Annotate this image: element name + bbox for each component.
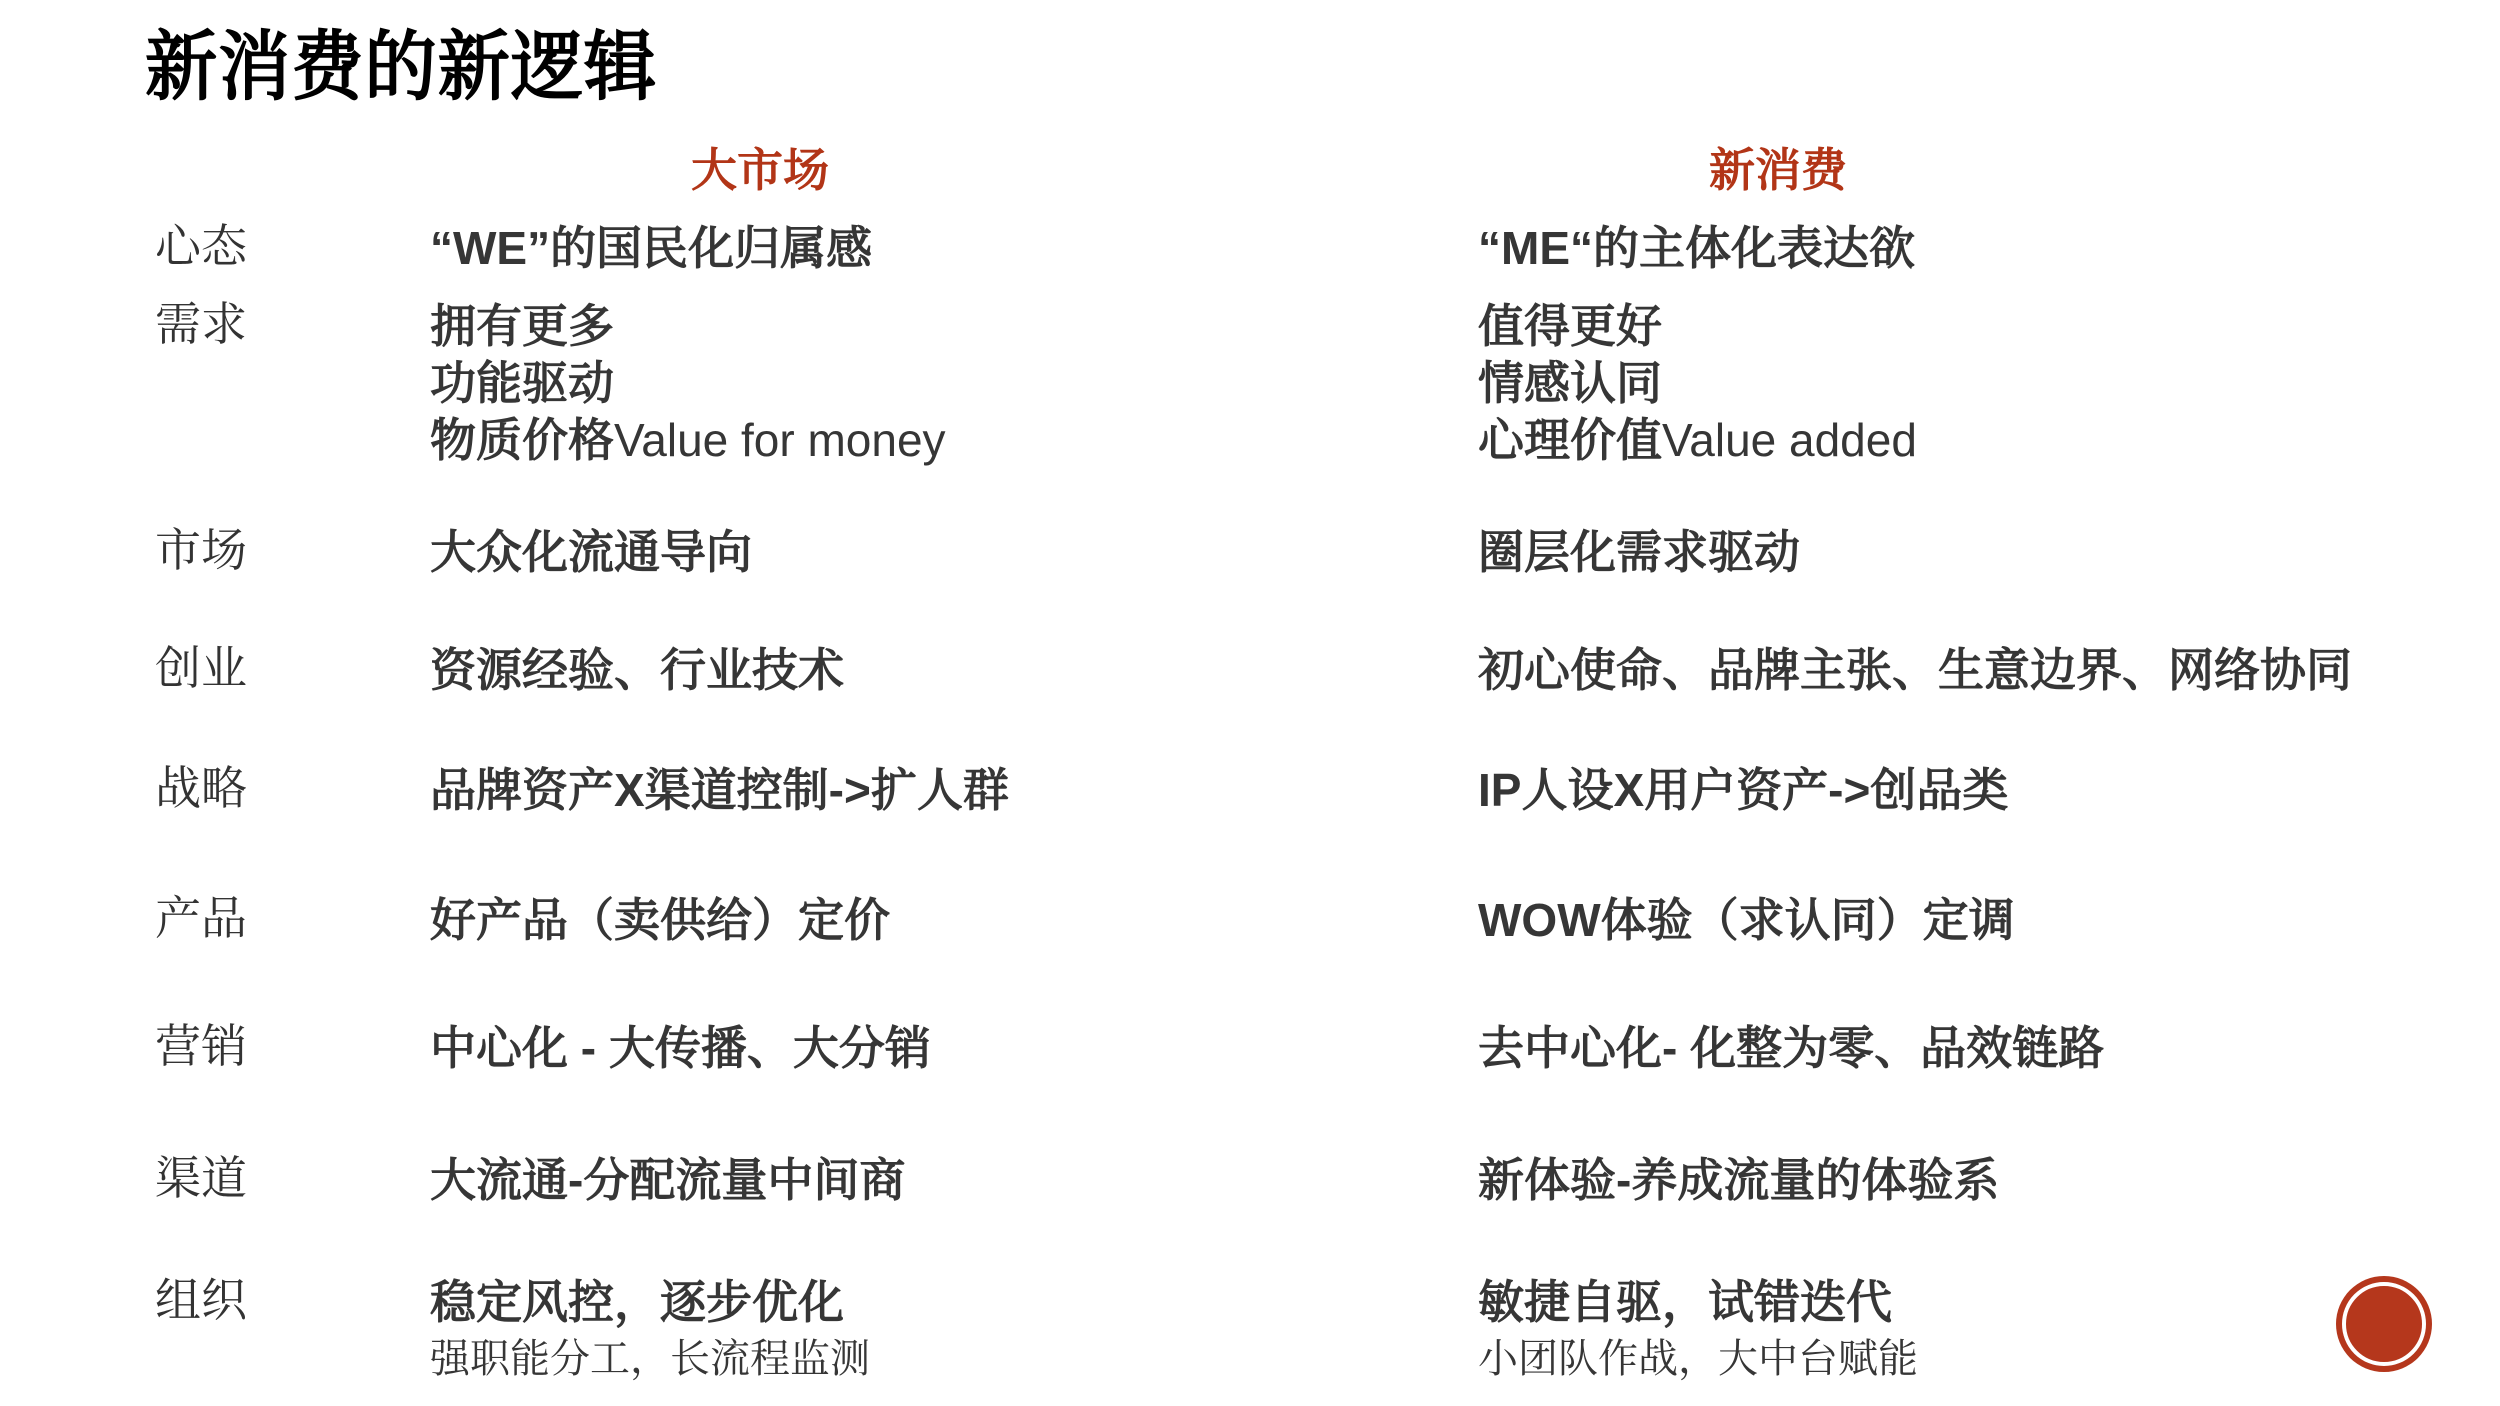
new-consumption-cell xyxy=(1478,220,2493,277)
row-label: 组织 xyxy=(155,1274,247,1326)
text-segment: 心理价值 xyxy=(1478,414,1662,466)
big-market-cell xyxy=(430,642,1445,699)
new-consumption-cell xyxy=(1478,892,2493,949)
column-header-new-consumption: 新消费 xyxy=(1709,144,1847,196)
cell-line xyxy=(430,642,1445,699)
new-consumption-cell xyxy=(1478,298,2493,469)
text-segment: Value added xyxy=(1662,414,1917,466)
text-segment: 去中心化- 化整为零、品效链路 xyxy=(1478,1022,2105,1074)
cell-line xyxy=(1478,642,2493,699)
text-segment: 小团队作战，大中台赋能 xyxy=(1478,1337,1918,1381)
big-market-cell xyxy=(430,1020,1445,1077)
red-stamp-logo xyxy=(2336,1276,2432,1372)
text-segment: Value for money xyxy=(614,414,946,466)
row-label: 需求 xyxy=(155,298,247,350)
cell-line xyxy=(1478,892,2493,949)
text-segment: 功能驱动 xyxy=(430,357,614,409)
text-segment: 新体验-养成流量的体验系 xyxy=(1478,1154,2000,1206)
cell-line xyxy=(430,1020,1445,1077)
text-segment: 值得更好 xyxy=(1478,300,1662,352)
cell-line xyxy=(1478,220,2493,277)
big-market-cell xyxy=(430,524,1445,581)
row-label: 营销 xyxy=(155,1020,247,1072)
row-label: 战略 xyxy=(155,762,247,814)
new-consumption-cell xyxy=(1478,762,2493,819)
cell-line xyxy=(430,220,1445,277)
text-segment: 好产品（卖供给）定价 xyxy=(430,894,890,946)
text-segment: 大流通-分配流量中间商 xyxy=(430,1154,906,1206)
cell-line xyxy=(430,524,1445,581)
row-label: 渠道 xyxy=(155,1152,247,1204)
new-consumption-cell xyxy=(1478,1020,2493,1077)
slide-title: 新消费的新逻辑 xyxy=(145,25,658,110)
text-segment: IP人设X用户资产->创品类 xyxy=(1478,764,2009,816)
big-market-cell xyxy=(430,892,1445,949)
cell-line xyxy=(430,762,1445,819)
big-market-cell xyxy=(430,298,1445,469)
text-segment: 圈层化需求驱动 xyxy=(1478,526,1800,578)
text-segment: WOW体验（求认同）定调 xyxy=(1478,894,2015,946)
cell-line xyxy=(1478,524,2493,581)
text-segment: 资源经验、行业技术 xyxy=(430,644,844,696)
big-market-cell xyxy=(430,1152,1445,1209)
text-segment: “ME“的主体化表达欲 xyxy=(1478,222,1915,274)
cell-line xyxy=(430,412,1445,469)
text-segment: 拥有更多 xyxy=(430,300,614,352)
text-segment: 初心使命、品牌主张、生意边界、网络协同 xyxy=(1478,644,2352,696)
cell-line xyxy=(1478,412,2493,469)
text-segment: 敏捷自驱，试错迭代 xyxy=(1478,1276,1892,1328)
cell-line xyxy=(1478,1152,2493,1209)
text-segment: 大众化流通导向 xyxy=(430,526,752,578)
new-consumption-cell xyxy=(1478,642,2493,699)
cell-line xyxy=(1478,298,2493,355)
row-label: 市场 xyxy=(155,524,247,576)
text-segment: 情感认同 xyxy=(1478,357,1662,409)
text-segment: 强职能分工，长流程监测 xyxy=(430,1337,870,1381)
cell-line xyxy=(1478,1020,2493,1077)
column-header-big-market: 大市场 xyxy=(691,144,829,196)
text-segment: 中心化 - 大传播、大分销 xyxy=(430,1022,931,1074)
cell-line xyxy=(430,355,1445,412)
big-market-cell xyxy=(430,1274,1445,1388)
cell-line xyxy=(430,1274,1445,1331)
new-consumption-cell xyxy=(1478,1152,2493,1209)
row-label: 创业 xyxy=(155,642,247,694)
text-segment: 品牌资产X渠道控制->扩人群 xyxy=(430,764,1009,816)
cell-line xyxy=(430,892,1445,949)
cell-line xyxy=(430,1331,1445,1388)
cell-line xyxy=(1478,762,2493,819)
new-consumption-cell xyxy=(1478,524,2493,581)
row-label: 产品 xyxy=(155,892,247,944)
cell-line xyxy=(430,1152,1445,1209)
cell-line xyxy=(1478,355,2493,412)
stamp-inner-ring-icon xyxy=(2342,1282,2426,1366)
text-segment: 稳定风控，逐步优化 xyxy=(430,1276,844,1328)
row-label: 心态 xyxy=(155,220,247,272)
text-segment: “WE”的国民化归属感 xyxy=(430,222,873,274)
big-market-cell xyxy=(430,220,1445,277)
big-market-cell xyxy=(430,762,1445,819)
cell-line xyxy=(430,298,1445,355)
text-segment: 物质价格 xyxy=(430,414,614,466)
